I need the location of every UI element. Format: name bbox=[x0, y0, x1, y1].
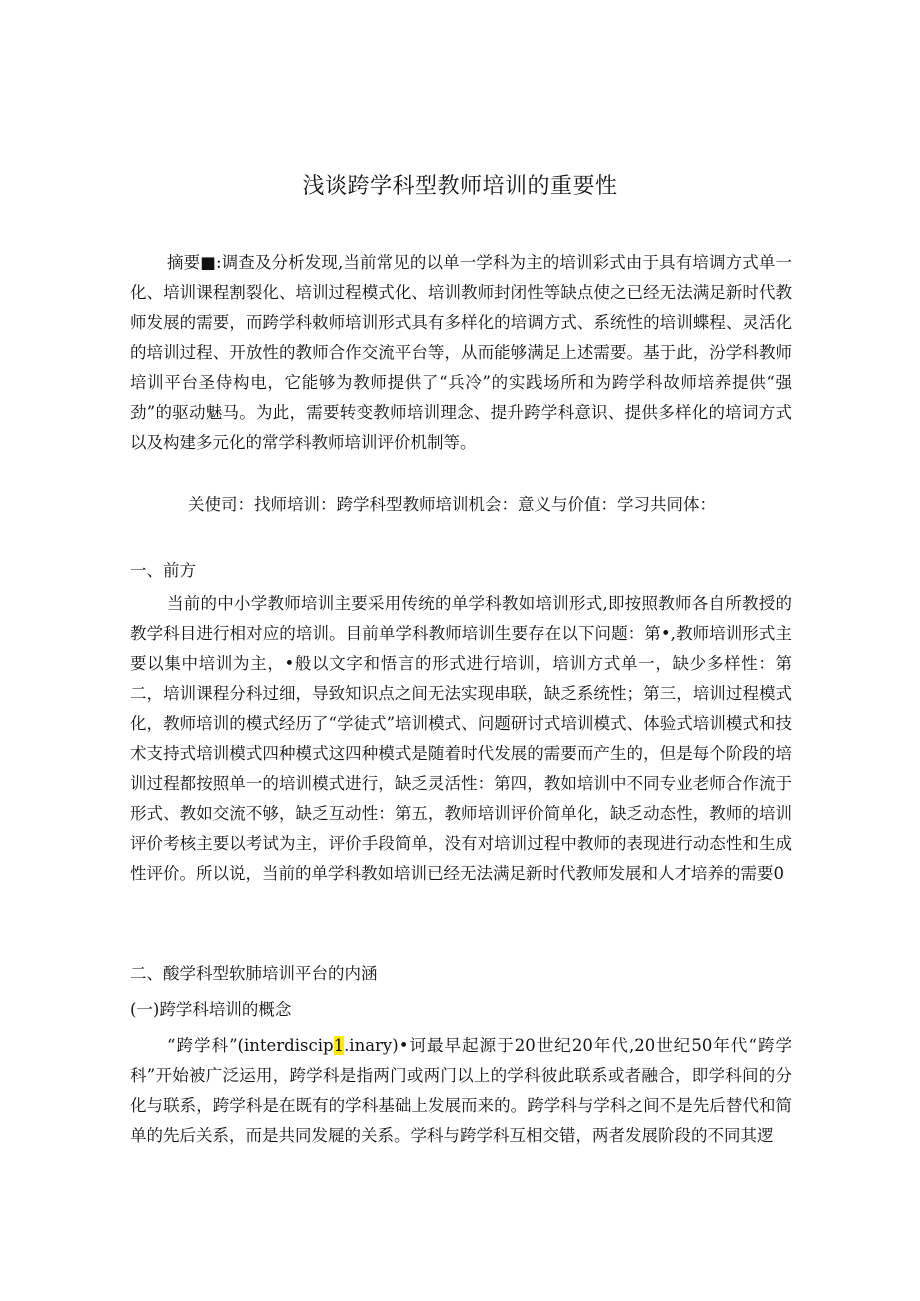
document-title: 浅谈跨学科型教师培训的重要性 bbox=[302, 174, 618, 199]
highlighted-text: 1 bbox=[333, 1036, 345, 1055]
section-heading-intro: 一、前方 bbox=[130, 561, 196, 580]
abstract-text: 调查及分析发现,当前常见的以单一学科为主的培训彩式由于具有培调方式单一化、培训课程割裂化、培训过程模式化、培训教师封闭性等缺点使之已经无法满足新时代教师发展的需要，而跨学科敕师培训形式具有多样化的培调方式、系统性的培训蝶程、灵活化的培训过程、开放性的教师合作交流平台等，从而能够满足上述需要。基于此，汾学科教师培训平台圣侍构电，它能够为教师提供了“兵冷”的实践场所和为跨学科故师培养提供“强劲”的驱动魅马。为此，需要转变教师培训理念、提升跨学科意识、提供多样化的培词方式以及构建多元化的常学科教师培训评价机制等。 bbox=[130, 253, 792, 452]
keywords-line bbox=[188, 490, 808, 520]
abstract-paragraph bbox=[130, 248, 792, 458]
keywords-label: 关使司： bbox=[188, 495, 254, 514]
subsection-heading-concept: (一)跨学科培训的概念 bbox=[130, 1000, 292, 1019]
abstract-label: 摘要■: bbox=[167, 253, 222, 272]
concept-paragraph bbox=[130, 1031, 792, 1151]
concept-text-after: .inary)•诃最早起源于20世纪20年代,20世纪50年代“跨学科”开始被广泛运用，跨学科是指两门或两门以上的学科彼此联系或者融合，即学科间的分化与联系，跨学科是在既有的学科基础上发展而来的。跨学科与学科之间不是先后替代和简单的先后关系，而是共同发屣的关系。学科与跨学科互相交错，两者发展阶段的不同其逻 bbox=[130, 1036, 792, 1145]
intro-paragraph: 当前的中小学教师培训主要采用传统的单学科教如培训形式,即按照教师各自所教授的教学科目进行相对应的培训。目前单学科教师培训生要存在以下问题：第•,教师培训形式主要以集中培训为主，•般以文字和悟言的形式进行培训，培训方式单一，缺少多样性：第二，培训课程分科过细，导致知识点之间无法实现串联，缺乏系统性；第三，培训过程模式化，教师培训的模式经历了“学徒式”培训模式、问题研讨式培训模式、体验式培训模式和技术支持式培训模式四种模式这四种模式是随着时代发展的需要而产生的，但是每个阶段的培训过程都按照单一的培训模式进行，缺乏灵活性：第四，教如培训中不同专业老师合作流于形式、教如交流不够，缺乏互动性：第五，教师培训评价简单化，缺乏动态性，教师的培训评价考核主要以考试为主，评价手段简单，没有对培训过程中教师的表现进行动态性和生成性评价。所以说，当前的单学科教如培训已经无法满足新时代教师发展和人才培养的需要0 bbox=[130, 594, 792, 883]
concept-text-before: “跨学科”(interdiscip bbox=[167, 1036, 334, 1055]
section-heading-connotation: 二、酸学科型软肺培训平台的内涵 bbox=[130, 964, 378, 983]
keywords-text: 找师培训：跨学科型教师培训机会：意义与价值：学习共同体： bbox=[254, 495, 716, 514]
